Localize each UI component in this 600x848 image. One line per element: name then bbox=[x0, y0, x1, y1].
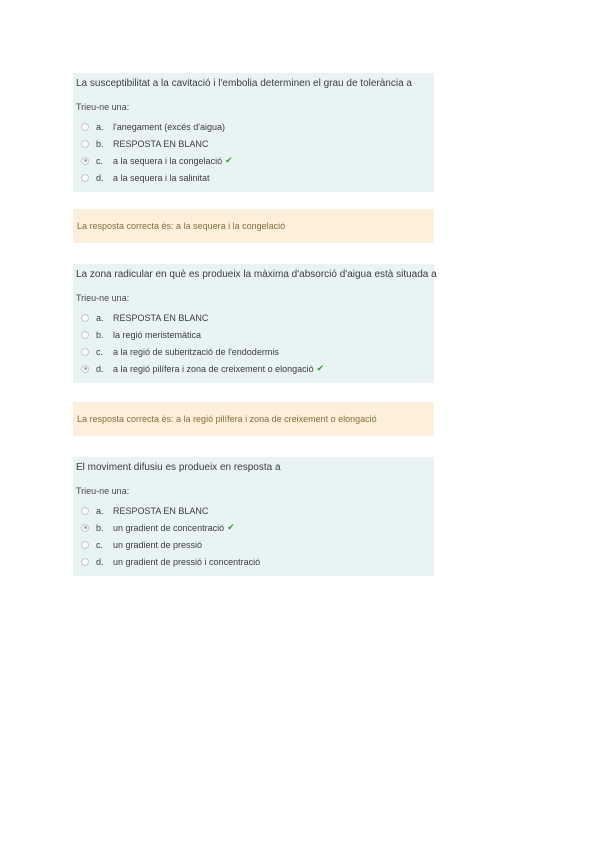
radio-icon[interactable] bbox=[81, 140, 89, 148]
answer-option-c[interactable] bbox=[76, 536, 430, 553]
radio-icon[interactable] bbox=[81, 348, 89, 356]
radio-icon[interactable] bbox=[81, 524, 89, 532]
question-1 bbox=[73, 73, 434, 192]
option-letter: c. bbox=[96, 539, 104, 550]
answer-option-b[interactable] bbox=[76, 519, 430, 536]
check-icon: ✔ bbox=[225, 155, 233, 166]
option-letter: b. bbox=[96, 329, 104, 340]
option-letter: b. bbox=[96, 138, 104, 149]
option-letter: a. bbox=[96, 505, 104, 516]
option-text: un gradient de pressió bbox=[113, 539, 203, 550]
option-text: RESPOSTA EN BLANC bbox=[113, 312, 209, 323]
answer-prompt: Trieu-ne una: bbox=[76, 293, 130, 303]
answer-option-a[interactable] bbox=[76, 118, 430, 135]
check-icon: ✔ bbox=[227, 522, 235, 533]
option-text: un gradient de pressió i concentració bbox=[113, 556, 261, 567]
radio-icon[interactable] bbox=[81, 365, 89, 373]
answer-option-a[interactable] bbox=[76, 502, 430, 519]
answer-option-d[interactable] bbox=[76, 169, 430, 186]
option-text: un gradient de concentració bbox=[113, 522, 225, 533]
answer-prompt: Trieu-ne una: bbox=[76, 486, 130, 496]
answer-option-a[interactable] bbox=[76, 309, 430, 326]
correct-answer-feedback bbox=[73, 209, 434, 243]
option-text: RESPOSTA EN BLANC bbox=[113, 138, 209, 149]
correct-answer-feedback bbox=[73, 402, 434, 436]
option-text: l'anegament (excés d'aigua) bbox=[113, 121, 226, 132]
answer-option-b[interactable] bbox=[76, 326, 430, 343]
answer-option-d[interactable] bbox=[76, 360, 430, 377]
question-2 bbox=[73, 264, 437, 383]
radio-icon[interactable] bbox=[81, 331, 89, 339]
option-text: RESPOSTA EN BLANC bbox=[113, 505, 209, 516]
option-letter: b. bbox=[96, 522, 104, 533]
option-text: la regió meristemàtica bbox=[113, 329, 202, 340]
option-text: a la sequera i la congelació bbox=[113, 155, 223, 166]
feedback-text: La resposta correcta és: a la regió pilífera i zona de creixement o elongació bbox=[77, 414, 377, 424]
option-text: a la regió pilífera i zona de creixement o elongació bbox=[113, 363, 314, 374]
option-letter: a. bbox=[96, 312, 104, 323]
radio-icon[interactable] bbox=[81, 507, 89, 515]
option-letter: d. bbox=[96, 172, 104, 183]
radio-icon[interactable] bbox=[81, 541, 89, 549]
radio-icon[interactable] bbox=[81, 558, 89, 566]
check-icon: ✔ bbox=[316, 363, 325, 374]
radio-icon[interactable] bbox=[81, 174, 89, 182]
option-text: a la sequera i la salinitat bbox=[113, 172, 210, 183]
option-letter: d. bbox=[96, 556, 104, 567]
feedback-text: La resposta correcta és: a la sequera i la congelació bbox=[77, 221, 286, 231]
radio-icon[interactable] bbox=[81, 157, 89, 165]
option-letter: d. bbox=[96, 363, 104, 374]
answer-option-c[interactable] bbox=[76, 152, 430, 169]
question-text: La susceptibilitat a la cavitació i l'embolia determinen el grau de tolerància a bbox=[76, 78, 412, 89]
answer-option-b[interactable] bbox=[76, 135, 430, 152]
option-letter: c. bbox=[96, 346, 104, 357]
option-text: a la regió de suberització de l'endodermis bbox=[113, 346, 279, 357]
answer-prompt: Trieu-ne una: bbox=[76, 102, 130, 112]
question-text: La zona radicular en què es produeix la màxima d'absorció d'aigua està situada a bbox=[76, 269, 437, 280]
answer-option-c[interactable] bbox=[76, 343, 430, 360]
radio-icon[interactable] bbox=[81, 123, 89, 131]
option-letter: a. bbox=[96, 121, 104, 132]
answer-option-d[interactable] bbox=[76, 553, 430, 570]
question-text: El moviment difusiu es produeix en resposta a bbox=[76, 462, 281, 473]
option-letter: c. bbox=[96, 155, 104, 166]
radio-icon[interactable] bbox=[81, 314, 89, 322]
question-3 bbox=[73, 457, 434, 576]
